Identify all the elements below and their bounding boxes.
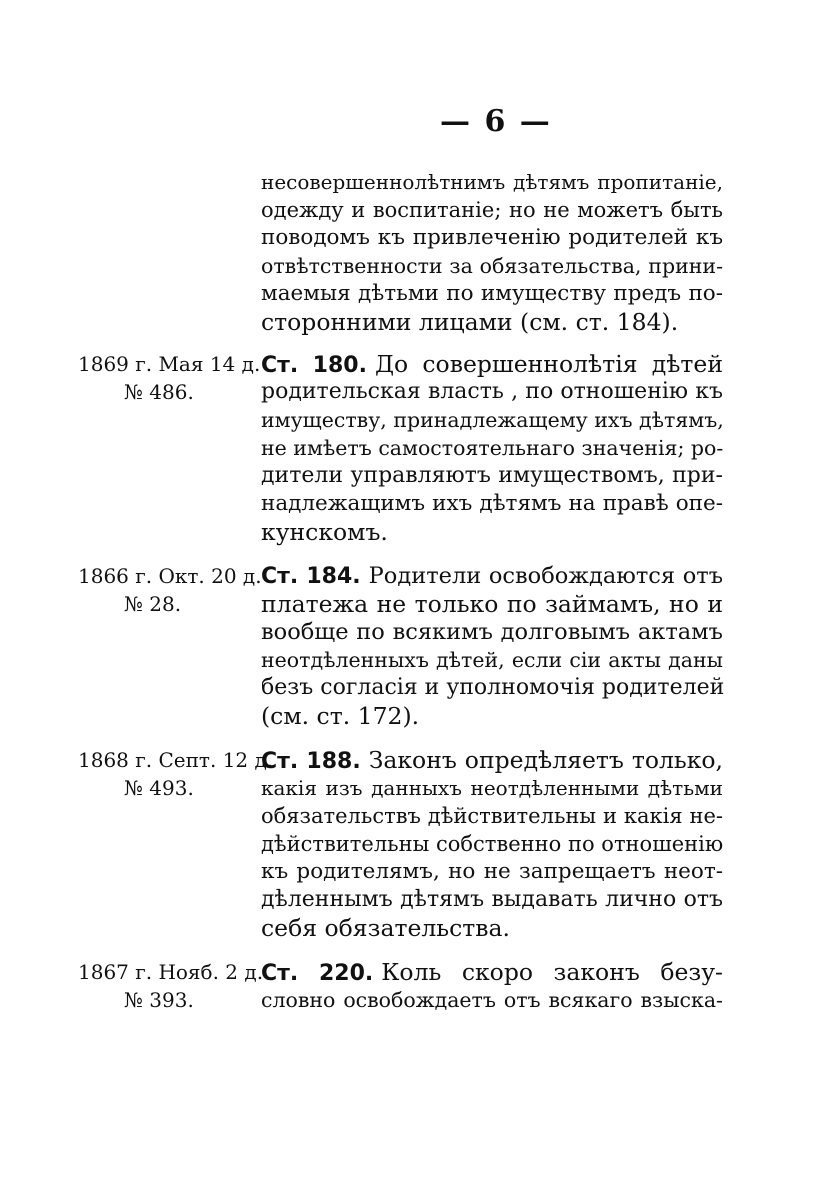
- text-line: дители управляютъ имуществомъ, при-: [261, 463, 723, 488]
- text-line: (см. ст. 172).: [261, 702, 420, 730]
- text-line: несовершеннолѣтнимъ дѣтямъ пропитаніе,: [261, 170, 723, 194]
- page-number: — 6 —: [440, 104, 552, 139]
- text-line: себя обязательства.: [261, 914, 510, 942]
- citation-number: № 486.: [124, 380, 194, 404]
- text-line: маемыя дѣтьми по имуществу предъ по-: [261, 281, 723, 306]
- text-line: къ родителямъ, но не запрещаетъ неот-: [261, 859, 723, 884]
- text-line: кунскомъ.: [261, 518, 388, 546]
- text-line: Ст. 184. Родители освобождаются отъ: [261, 563, 724, 589]
- citation-date: 1869 г. Мая 14 д.: [78, 352, 261, 376]
- text-line: безъ согласія и уполномочія родителей: [261, 675, 725, 700]
- article-label: Ст. 184.: [261, 564, 361, 589]
- citation-number: № 28.: [124, 592, 182, 616]
- text-line: какія изъ данныхъ неотдѣленными дѣтьми: [261, 776, 723, 800]
- margin-citation: [78, 958, 264, 1014]
- margin-citation: [78, 350, 261, 406]
- text-line: одежду и воспитаніе; но не можетъ быть: [261, 198, 723, 222]
- text-line: обязательствъ дѣйствительны и какія не-: [261, 804, 723, 828]
- article-label: Ст. 188.: [261, 749, 361, 774]
- text-line: вообще по всякимъ долговымъ актамъ: [261, 619, 723, 645]
- text-line: имуществу, принадлежащему ихъ дѣтямъ,: [261, 408, 724, 432]
- citation-number: № 493.: [124, 776, 194, 800]
- text-line: родительская власть , по отношенію къ: [261, 379, 723, 404]
- text-line: сторонними лицами (см. ст. 184).: [261, 308, 679, 336]
- text-line: дѣленнымъ дѣтямъ выдавать лично отъ: [261, 887, 723, 912]
- citation-date: 1866 г. Окт. 20 д.: [78, 564, 262, 588]
- text-line: дѣйствительны собственно по отношенію: [261, 832, 724, 856]
- text-line: Ст. 188. Законъ опредѣляетъ только,: [261, 746, 723, 774]
- text-line: надлежащимъ ихъ дѣтямъ на правѣ опе-: [261, 491, 723, 516]
- article-label: Ст. 220.: [261, 961, 374, 986]
- text-line: Ст. 180. До совершеннолѣтія дѣтей: [261, 350, 723, 378]
- margin-citation: [78, 562, 262, 618]
- text-line: отвѣтственности за обязательства, прини-: [261, 254, 723, 278]
- text-line: словно освобождаетъ отъ всякаго взыска-: [261, 988, 723, 1012]
- text-line: неотдѣленныхъ дѣтей, если сіи акты даны: [261, 648, 723, 672]
- article-label: Ст. 180.: [261, 353, 367, 378]
- citation-date: 1868 г. Септ. 12 д.: [78, 748, 274, 772]
- text-line: платежа не только по займамъ, но и: [261, 590, 723, 618]
- citation-number: № 393.: [124, 988, 194, 1012]
- text-line: не имѣетъ самостоятельнаго значенія; ро-: [261, 436, 724, 460]
- text-line: Ст. 220. Коль скоро законъ безу-: [261, 958, 723, 986]
- margin-citation: [78, 746, 274, 802]
- citation-date: 1867 г. Нояб. 2 д.: [78, 960, 264, 984]
- text-line: поводомъ къ привлеченію родителей къ: [261, 225, 723, 250]
